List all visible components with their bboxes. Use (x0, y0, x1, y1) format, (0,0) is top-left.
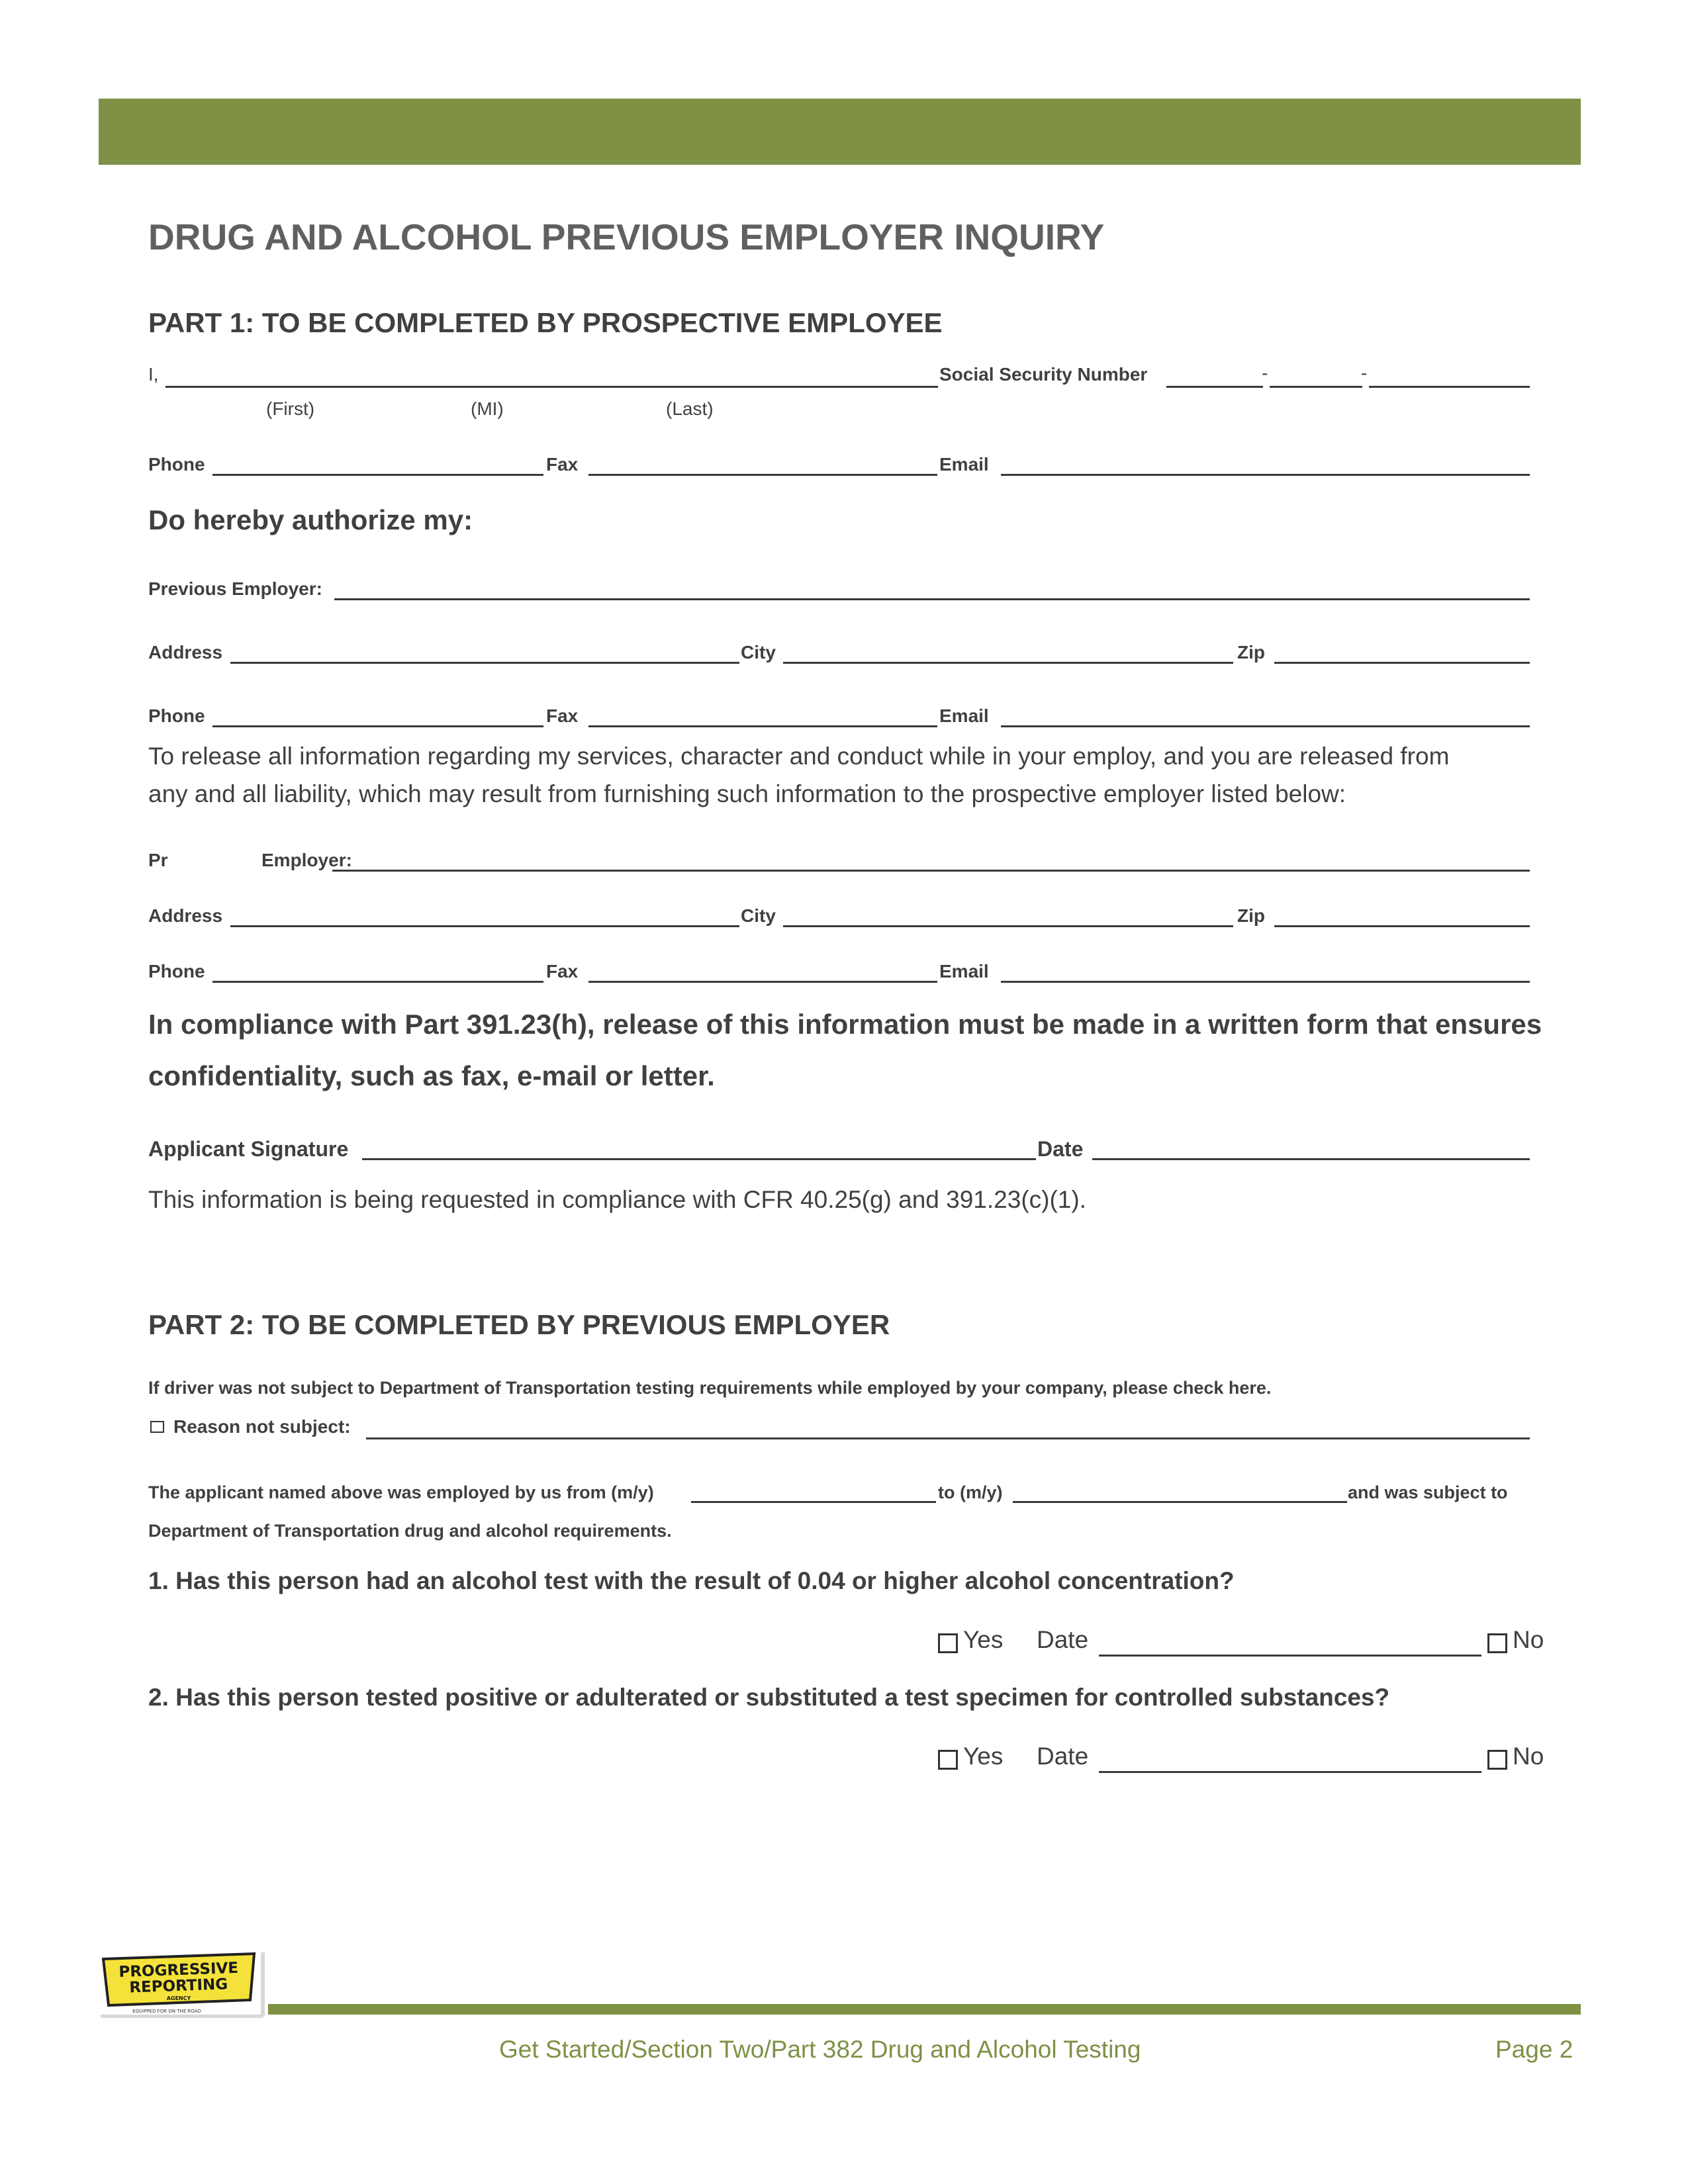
prev-phone-field[interactable] (212, 725, 543, 727)
phone-field[interactable] (212, 474, 543, 476)
signature-date-field[interactable] (1092, 1158, 1530, 1160)
signature-date-label: Date (1037, 1137, 1084, 1161)
employed-from-field[interactable] (691, 1501, 936, 1503)
email-field[interactable] (1001, 474, 1530, 476)
authorize-heading: Do hereby authorize my: (148, 504, 473, 535)
release-text-line1: To release all information regarding my services, character and conduct while in your employ, and you are released from (148, 743, 1450, 770)
footer-page-number: Page 2 (1495, 2036, 1573, 2063)
prev-phone-label: Phone (148, 705, 205, 726)
q1-no-checkbox[interactable] (1487, 1633, 1507, 1653)
pros-phone-label: Phone (148, 961, 205, 981)
prev-city-field[interactable] (783, 662, 1233, 664)
signature-field[interactable] (362, 1158, 1036, 1160)
q1-no-label: No (1513, 1626, 1544, 1653)
prev-zip-label: Zip (1237, 642, 1265, 662)
q1-yes-label: Yes (963, 1626, 1004, 1653)
pros-phone-field[interactable] (212, 981, 543, 983)
signature-label: Applicant Signature (148, 1137, 349, 1161)
prev-city-label: City (741, 642, 776, 662)
first-name-hint: (First) (266, 398, 315, 419)
prospective-employer-field[interactable] (332, 870, 1530, 872)
not-subject-note: If driver was not subject to Department of Transportation testing requirements while employed by your company, please check here. (148, 1378, 1272, 1398)
pros-email-label: Email (939, 961, 989, 981)
reason-field[interactable] (366, 1437, 1530, 1439)
previous-employer-label: Previous Employer: (148, 578, 322, 599)
prev-zip-field[interactable] (1274, 662, 1530, 664)
employed-to-label: to (m/y) (938, 1482, 1003, 1502)
pros-city-field[interactable] (783, 925, 1233, 927)
name-field[interactable] (165, 386, 938, 388)
prev-address-label: Address (148, 642, 223, 662)
i-label: I, (148, 364, 159, 385)
fax-label: Fax (546, 454, 579, 475)
dot-requirements-label: Department of Transportation drug and alcohol requirements. (148, 1521, 672, 1541)
progressive-reporting-logo (99, 1951, 266, 2019)
pros-address-field[interactable] (230, 925, 739, 927)
part1-heading: PART 1: TO BE COMPLETED BY PROSPECTIVE EMPLOYEE (148, 307, 943, 338)
pros-city-label: City (741, 905, 776, 926)
email-label: Email (939, 454, 989, 475)
question-2: 2. Has this person tested positive or adulterated or substituted a test specimen for controlled substances? (148, 1684, 1390, 1711)
ssn-label: Social Security Number (939, 364, 1148, 385)
middle-initial-hint: (MI) (471, 398, 504, 419)
pros-address-label: Address (148, 905, 223, 926)
q2-no-label: No (1513, 1743, 1544, 1770)
prev-email-field[interactable] (1001, 725, 1530, 727)
pros-fax-label: Fax (546, 961, 579, 981)
q2-yes-label: Yes (963, 1743, 1004, 1770)
compliance-text-line2: confidentiality, such as fax, e-mail or letter. (148, 1060, 715, 1091)
q2-yes-checkbox[interactable] (938, 1750, 958, 1770)
ssn-field-1[interactable] (1166, 386, 1263, 388)
logo-line3: AGENCY (166, 1995, 191, 2001)
employed-to-field[interactable] (1013, 1501, 1347, 1503)
q2-no-checkbox[interactable] (1487, 1750, 1507, 1770)
prev-fax-label: Fax (546, 705, 579, 726)
ssn-separator-2: - (1361, 363, 1368, 383)
not-subject-checkbox[interactable] (150, 1421, 164, 1433)
prev-fax-field[interactable] (588, 725, 937, 727)
phone-label: Phone (148, 454, 205, 475)
logo-line1: PROGRESSIVE (118, 1959, 239, 1981)
employed-from-label: The applicant named above was employed by us from (m/y) (148, 1482, 654, 1502)
ssn-field-3[interactable] (1369, 386, 1530, 388)
question-1: 1. Has this person had an alcohol test with the result of 0.04 or higher alcohol concentration? (148, 1567, 1235, 1594)
previous-employer-field[interactable] (334, 598, 1530, 600)
pros-email-field[interactable] (1001, 981, 1530, 983)
compliance-text-line1: In compliance with Part 391.23(h), release of this information must be made in a written form that ensures (148, 1009, 1542, 1040)
q1-yes-checkbox[interactable] (938, 1633, 958, 1653)
reason-label: Reason not subject: (173, 1416, 351, 1437)
release-text-line2: any and all liability, which may result from furnishing such information to the prospective employer listed below: (148, 780, 1346, 807)
pros-zip-label: Zip (1237, 905, 1265, 926)
footer-path: Get Started/Section Two/Part 382 Drug and Alcohol Testing (499, 2036, 1141, 2063)
q1-date-label: Date (1037, 1626, 1089, 1653)
prev-address-field[interactable] (230, 662, 739, 664)
prospective-label-prefix: Pr (148, 850, 168, 870)
logo-tagline: EQUIPPED FOR ON THE ROAD (132, 2009, 201, 2014)
ssn-separator-1: - (1262, 363, 1268, 383)
cfr-note: This information is being requested in compliance with CFR 40.25(g) and 391.23(c)(1). (148, 1186, 1086, 1213)
q1-date-field[interactable] (1099, 1655, 1481, 1657)
document-title: DRUG AND ALCOHOL PREVIOUS EMPLOYER INQUIRY (148, 216, 1105, 257)
last-name-hint: (Last) (666, 398, 714, 419)
fax-field[interactable] (588, 474, 937, 476)
q2-date-field[interactable] (1099, 1771, 1481, 1773)
ssn-field-2[interactable] (1270, 386, 1362, 388)
part2-heading: PART 2: TO BE COMPLETED BY PREVIOUS EMPLOYER (148, 1309, 890, 1340)
prev-email-label: Email (939, 705, 989, 726)
prospective-employer-label: Employer: (261, 850, 352, 870)
logo-line2: REPORTING (128, 1976, 228, 1997)
header-bar (99, 99, 1581, 165)
subject-to-label: and was subject to (1348, 1482, 1508, 1502)
pros-fax-field[interactable] (588, 981, 937, 983)
logo-graphic (99, 1951, 266, 2019)
q2-date-label: Date (1037, 1743, 1089, 1770)
pros-zip-field[interactable] (1274, 925, 1530, 927)
footer-bar (268, 2004, 1581, 2015)
